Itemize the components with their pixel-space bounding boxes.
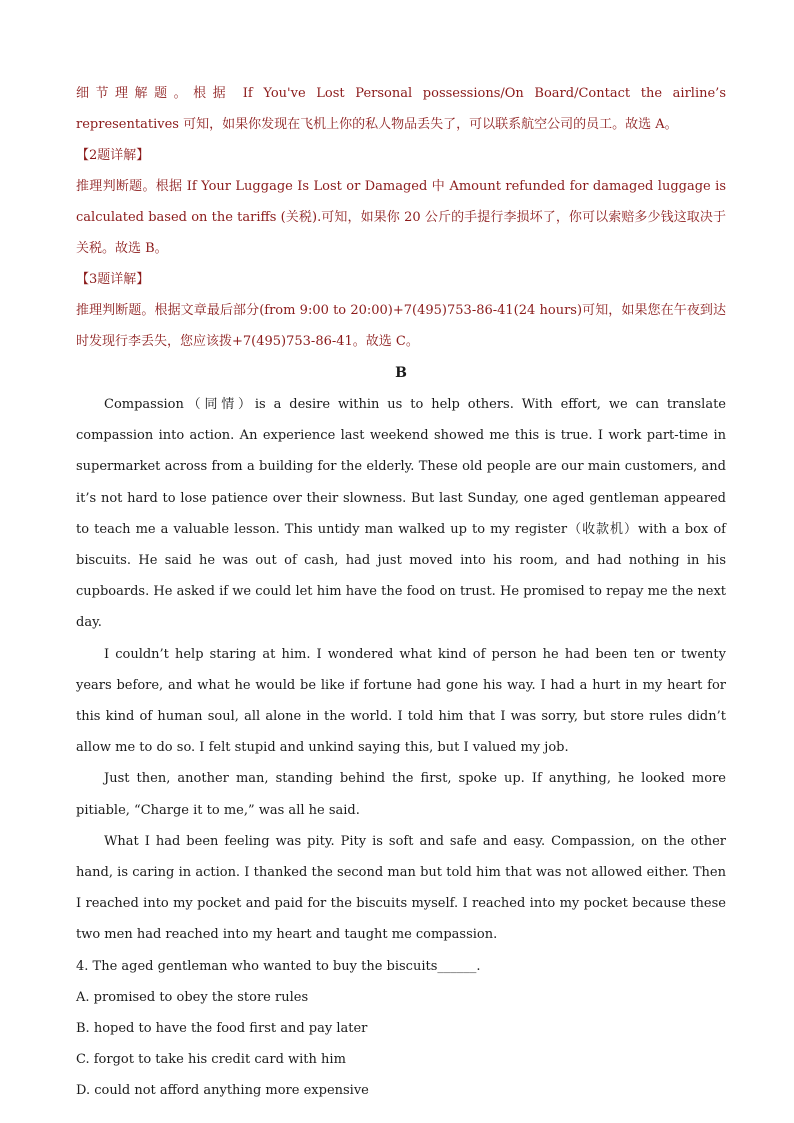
option-b: B. hoped to have the food first and pay later [76,1020,368,1036]
passage-title: B [395,365,407,381]
option-c: C. forgot to take his credit card with him [76,1051,346,1067]
document-page [76,78,726,1106]
explanation-1-text: 细节理解题。根据 If You've Lost Personal possessions/On Board/Contact the airline’s representatives 可知，如果你发现在飞机上你的私人物品丢失了，可以联系航空公司的员工。故选 A。 [76,86,726,132]
explanation-2-header: 【2题详解】 [76,148,150,163]
passage-paragraph: I couldn’t help staring at him. I wondered what kind of person he had been ten or twenty years before, and what he would be like if fortune had gone his way. I had a hurt in my heart for this kind of human soul, all alone in the world. I told him that I was sorry, but store rules didn’t allow me to do so. I felt stupid and unkind saying this, but I valued my job. [76,646,726,756]
explanation-3-header: 【3题详解】 [76,272,150,287]
passage-paragraph: Compassion（同情）is a desire within us to help others. With effort, we can translate compassion into action. An experience last weekend showed me this is true. I work part-time in supermarket across from a building for the elderly. These old people are our main customers, and it’s not hard to lose patience over their slowness. But last Sunday, one aged gentleman appeared to teach me a valuable lesson. This untidy man walked up to my register（收款机）with a box of biscuits. He said he was out of cash, had just moved into his room, and had nothing in his cupboards. He asked if we could let him have the food on trust. He promised to repay me the next day. [76,397,726,631]
passage-paragraph: What I had been feeling was pity. Pity is soft and safe and easy. Compassion, on the other hand, is caring in action. I thanked the second man but told him that was not allowed either. Then I reached into my pocket and paid for the biscuits myself. I reached into my pocket because these two men had reached into my heart and taught me compassion. [76,833,726,943]
question-stem: 4. The aged gentleman who wanted to buy the biscuits______. [76,958,481,974]
passage-paragraph: Just then, another man, standing behind the first, spoke up. If anything, he looked more pitiable, “Charge it to me,” was all he said. [76,771,726,818]
explanation-3-text: 推理判断题。根据文章最后部分(from 9:00 to 20:00)+7(495)753-86-41(24 hours)可知，如果您在午夜到达时发现行李丢失，您应该拨+7(495)753-86-41。故选 C。 [76,303,726,349]
option-a: A. promised to obey the store rules [76,989,309,1005]
explanation-2-text: 推理判断题。根据 If Your Luggage Is Lost or Damaged 中 Amount refunded for damaged luggage is calculated based on the tariffs (关税).可知，如果你 20 公斤的手提行李损坏了，你可以索赔多少钱这取决于关税。故选 B。 [76,179,726,256]
option-d: D. could not afford anything more expensive [76,1082,369,1098]
